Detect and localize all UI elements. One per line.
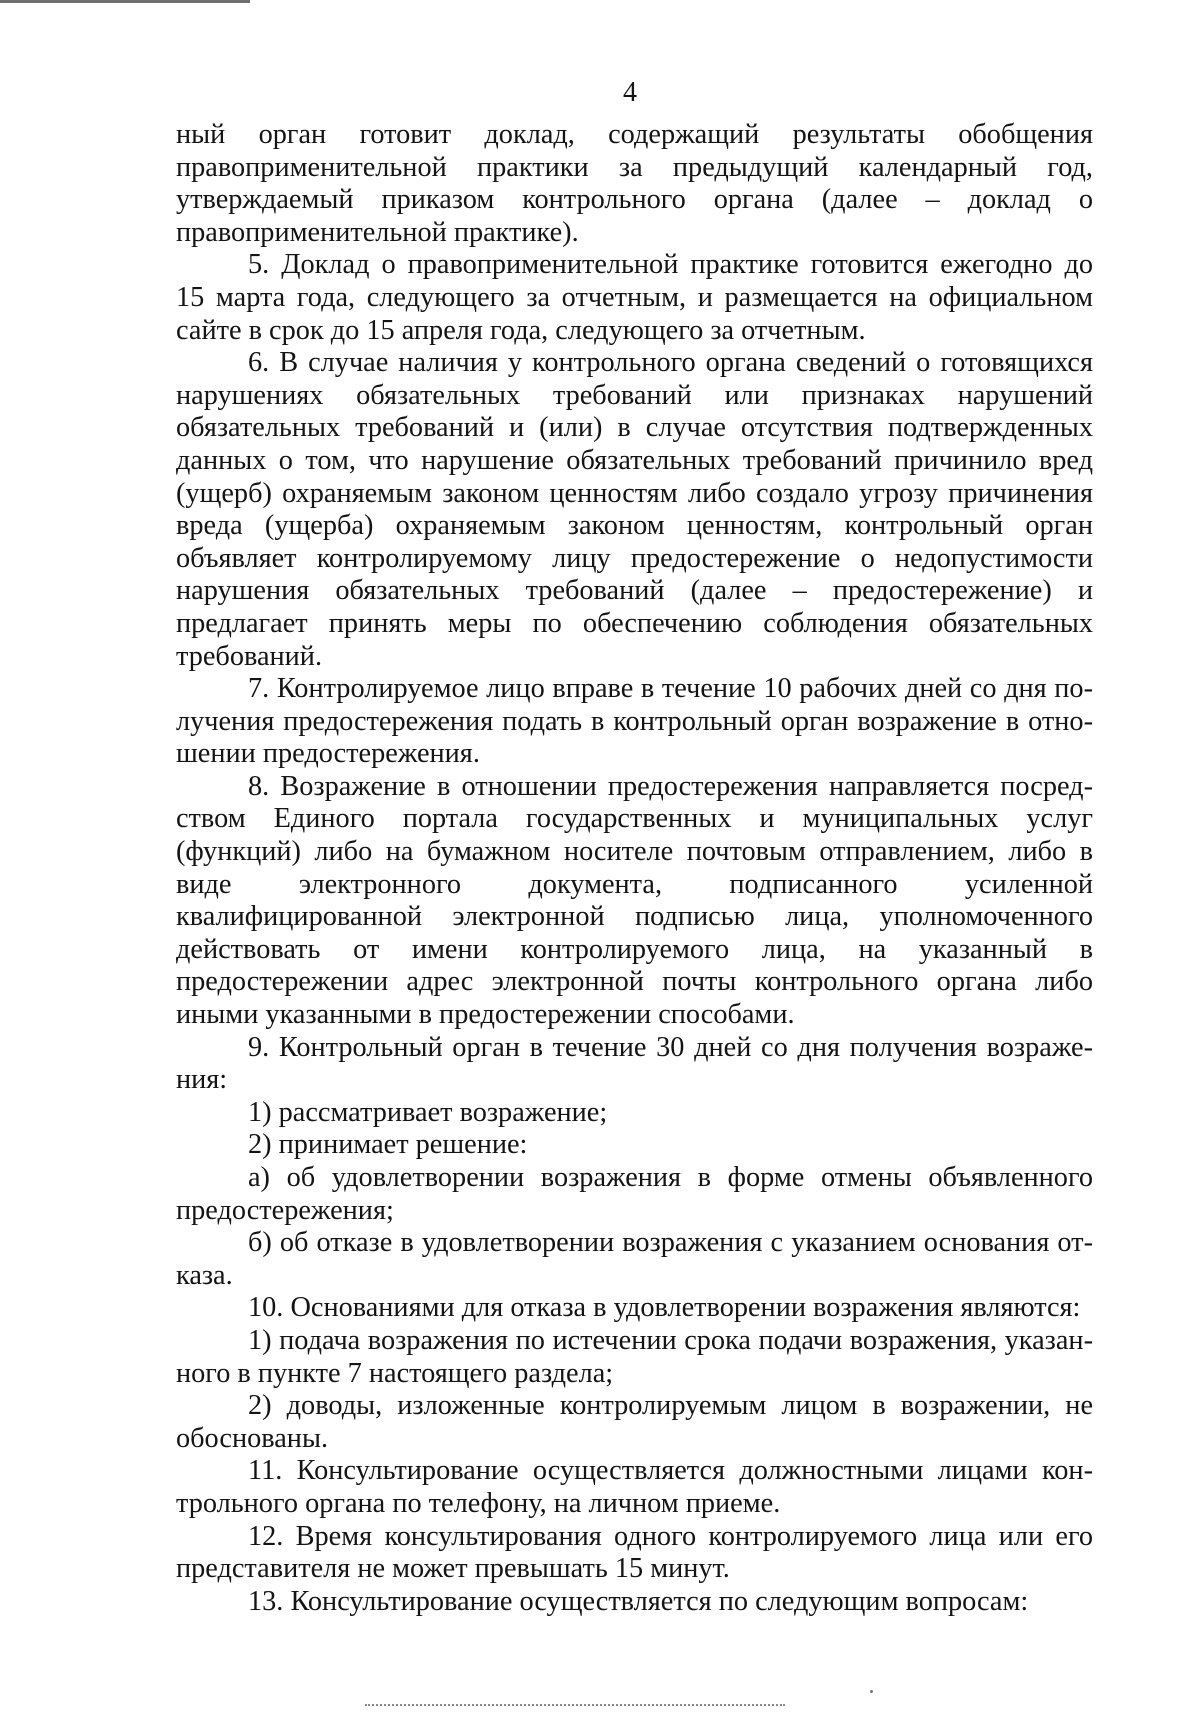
subitem-9-1: 1) рассматривает возражение; xyxy=(248,1096,608,1128)
paragraph-item-7: 7. Контролируемое лицо вправе в течение 10 рабочих дней со дня получения предостережения подать в контрольный орган возражение в отношении предостережения. xyxy=(176,673,1093,770)
paragraph-item-13: 13. Консультирование осуществляется по следующим вопросам: xyxy=(248,1585,1029,1617)
page-number: 4 xyxy=(623,77,637,108)
subitem-10-1: 1) подача возражения по истечении срока подачи возражения, указанного в пункте 7 настоящего раздела; xyxy=(176,1324,1093,1389)
subitem-9-2: 2) принимает решение: xyxy=(248,1129,528,1161)
document-body xyxy=(176,119,1093,1618)
scan-speck xyxy=(870,1690,873,1693)
scan-edge-mark xyxy=(0,0,250,3)
paragraph-item-5: 5. Доклад о правоприменительной практике готовится ежегодно до 15 марта года, следующего за отчетным, и размещается на официальном сайте в срок до 15 апреля года, следующего за отчетным. xyxy=(176,249,1093,346)
subitem-10-2: 2) доводы, изложенные контролируемым лицом в возражении, не обоснованы. xyxy=(176,1390,1093,1454)
paragraph-item-12: 12. Время консультирования одного контролируемого лица или его представителя не может превышать 15 минут. xyxy=(176,1520,1093,1585)
paragraph-item-9: 9. Контрольный орган в течение 30 дней со дня получения возражения: xyxy=(176,1031,1093,1096)
scan-edge-mark-bottom xyxy=(365,1704,785,1706)
paragraph-item-10: 10. Основаниями для отказа в удовлетворении возражения являются: xyxy=(248,1292,1081,1324)
paragraph-item-6: 6. В случае наличия у контрольного органа сведений о готовящихся нарушениях обязательных требований или признаках нарушений обязательных требований и (или) в случае отсутствия подтвержденных данных о том, что нарушение обязательных требований причинило вред (ущерб) охраняемым законом ценностям либо создало угрозу причинения вреда (ущерба) охраняемым законом ценностям, контрольный орган объявляет контролируемому лицу предостережение о недопустимости нарушения обязательных требований (далее – предостережение) и предлагает принять меры по обеспечению соблюдения обязательных требований. xyxy=(176,347,1093,672)
paragraph-item-8: 8. Возражение в отношении предостережения направляется посредством Единого портала государственных и муниципальных услуг (функций) либо на бумажном носителе почтовым отправлением, либо в виде электронного документа, подписанного усиленной квалифицированной электронной подписью лица, уполномоченного действовать от имени контролируемого лица, на указанный в предостережении адрес электронной почты контрольного органа либо иными указанными в предостережении способами. xyxy=(176,770,1093,1031)
subitem-9-2-b: б) об отказе в удовлетворении возражения с указанием основания отказа. xyxy=(176,1227,1093,1291)
paragraph-continuation: ный орган готовит доклад, содержащий результаты обобщения правоприменительной практики за предыдущий календарный год, утверждаемый приказом контрольного органа (далее – доклад о правоприменительной практике). xyxy=(176,119,1093,248)
subitem-9-2-a: а) об удовлетворении возражения в форме отмены объявленного предостережения; xyxy=(176,1162,1093,1226)
paragraph-item-11: 11. Консультирование осуществляется должностными лицами контрольного органа по телефону, на личном приеме. xyxy=(176,1455,1093,1519)
